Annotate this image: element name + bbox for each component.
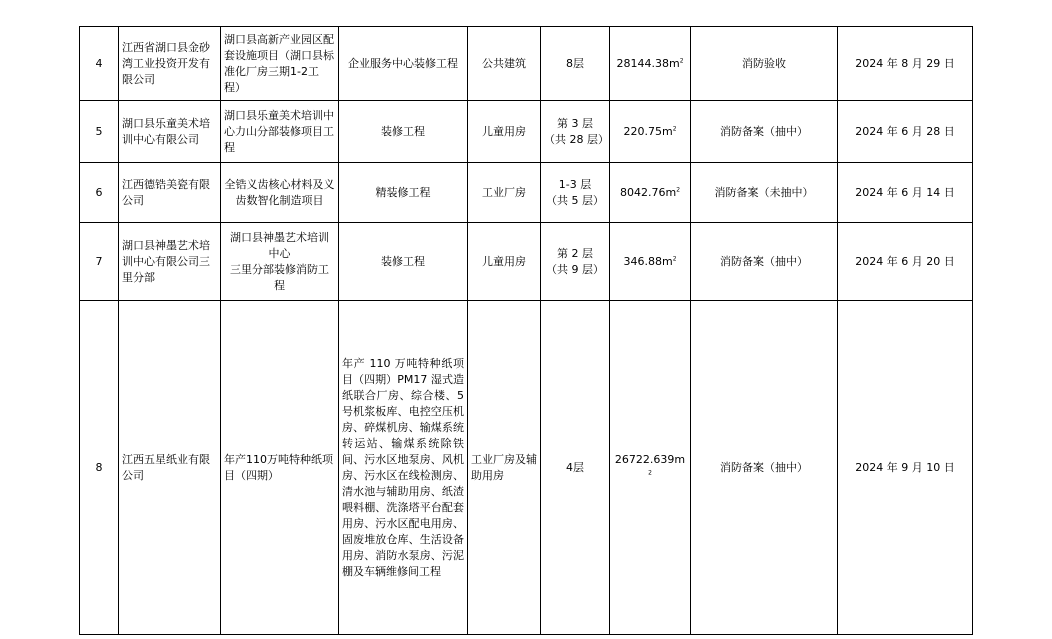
project-line: 湖口县神墨艺术培训 <box>230 230 329 244</box>
building-usage: 工业厂房及辅助用房 <box>468 301 541 635</box>
construction-scope: 企业服务中心装修工程 <box>339 27 468 101</box>
area-value: $8042.76m^2$ <box>610 163 691 223</box>
company-name: 江西德锆美瓷有限公司 <box>119 163 221 223</box>
project-name: 湖口县高新产业园区配套设施项目（湖口县标准化厂房三期1-2工程） <box>221 27 339 101</box>
building-usage: 儿童用房 <box>468 101 541 163</box>
floor-info <box>541 27 610 101</box>
row-number: 4 <box>80 27 119 101</box>
floor-line: 1-3 层 <box>558 177 592 191</box>
company-name: 江西省湖口县金砂湾工业投资开发有限公司 <box>119 27 221 101</box>
filing-date: 2024 年 8 月 29 日 <box>838 27 973 101</box>
floor-line: （共 5 层） <box>546 193 604 207</box>
filing-type: 消防备案（未抽中） <box>691 163 838 223</box>
filing-type: 消防备案（抽中） <box>691 223 838 301</box>
project-name: 年产110万吨特种纸项目（四期） <box>221 301 339 635</box>
table-row <box>80 27 973 101</box>
company-name: 湖口县神墨艺术培训中心有限公司三里分部 <box>119 223 221 301</box>
project-name: 湖口县乐童美术培训中心力山分部装修项目工程 <box>221 101 339 163</box>
floor-info <box>541 301 610 635</box>
table-row <box>80 163 973 223</box>
filing-date: 2024 年 9 月 10 日 <box>838 301 973 635</box>
table-row <box>80 223 973 301</box>
floor-line: 4层 <box>566 460 584 474</box>
floor-info <box>541 101 610 163</box>
table-row <box>80 301 973 635</box>
row-number: 8 <box>80 301 119 635</box>
company-name: 江西五星纸业有限公司 <box>119 301 221 635</box>
area-value: $28144.38m^2$ <box>610 27 691 101</box>
row-number: 6 <box>80 163 119 223</box>
building-usage: 公共建筑 <box>468 27 541 101</box>
area-value: $346.88m^2$ <box>610 223 691 301</box>
acceptance-table <box>79 26 973 635</box>
filing-date: 2024 年 6 月 28 日 <box>838 101 973 163</box>
filing-type: 消防备案（抽中） <box>691 101 838 163</box>
table-row <box>80 101 973 163</box>
construction-scope: 装修工程 <box>339 223 468 301</box>
building-usage: 儿童用房 <box>468 223 541 301</box>
project-line: 中心 <box>268 246 291 260</box>
floor-line: （共 28 层） <box>544 132 609 146</box>
project-line: 三里分部装修消防工 <box>230 262 329 276</box>
floor-line: （共 9 层） <box>546 262 604 276</box>
project-name <box>221 223 339 301</box>
filing-date: 2024 年 6 月 14 日 <box>838 163 973 223</box>
row-number: 7 <box>80 223 119 301</box>
building-usage: 工业厂房 <box>468 163 541 223</box>
construction-scope: 年产 110 万吨特种纸项目（四期）PM17 湿式造纸联合厂房、综合楼、5 号机浆板库、电控空压机房、碎煤机房、输煤系统转运站、输煤系统除铁间、污水区地泵房、风机房、污水区在线检测房、清水池与辅助用房、纸渣喂料棚、洗涤塔平台配套用房、污水区配电用房、固废堆放仓库、生活设备用房、消防水泵房、污泥棚及车辆维修间工程 <box>339 301 468 635</box>
construction-scope: 装修工程 <box>339 101 468 163</box>
filing-type: 消防备案（抽中） <box>691 301 838 635</box>
floor-info <box>541 163 610 223</box>
area-value: $220.75m^2$ <box>610 101 691 163</box>
area-value: $26722.639m^2$ <box>610 301 691 635</box>
construction-scope: 精装修工程 <box>339 163 468 223</box>
row-number: 5 <box>80 101 119 163</box>
project-line: 程 <box>274 278 285 292</box>
project-name: 全锆义齿核心材料及义齿数智化制造项目 <box>221 163 339 223</box>
filing-type: 消防验收 <box>691 27 838 101</box>
company-name: 湖口县乐童美术培训中心有限公司 <box>119 101 221 163</box>
floor-line: 8层 <box>566 56 584 70</box>
filing-date: 2024 年 6 月 20 日 <box>838 223 973 301</box>
floor-line: 第 2 层 <box>557 246 593 260</box>
floor-line: 第 3 层 <box>557 116 593 130</box>
floor-info <box>541 223 610 301</box>
